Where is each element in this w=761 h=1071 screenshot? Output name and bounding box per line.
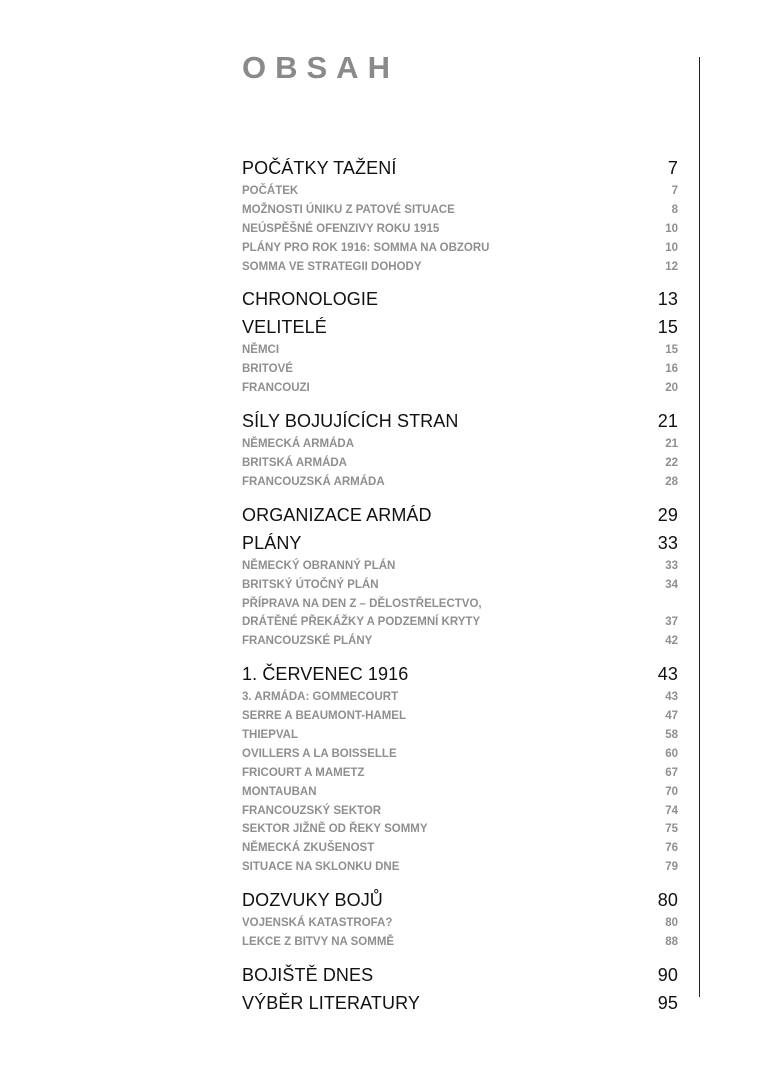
toc-section [242, 407, 678, 492]
toc-subsection-row[interactable] [242, 379, 678, 398]
toc-subsection-row[interactable] [242, 933, 678, 952]
toc-chapter-page: 7 [667, 158, 678, 178]
toc-chapter-title: CHRONOLOGIE [242, 289, 379, 310]
toc-chapter-title: DOZVUKY BOJŮ [242, 890, 383, 911]
page-title: OBSAH [242, 50, 399, 85]
toc-subsection-row[interactable] [242, 707, 678, 726]
toc-subsection-row[interactable] [242, 557, 678, 576]
toc-subsection-page: 33 [665, 559, 678, 572]
toc-subsection-title: 3. ARMÁDA: GOMMECOURT [242, 691, 399, 704]
toc-chapter-title: VÝBĚR LITERATURY [242, 992, 420, 1013]
toc-chapter-title: PLÁNY [242, 532, 302, 553]
toc-section [242, 961, 678, 989]
toc-chapter-title: ORGANIZACE ARMÁD [242, 504, 432, 525]
toc-chapter-row[interactable] [242, 989, 678, 1017]
toc-subsection-row[interactable] [242, 802, 678, 821]
toc-chapter-row[interactable] [242, 660, 678, 688]
toc-subsection-page: 34 [665, 578, 678, 591]
toc-chapter-page: 80 [657, 890, 678, 911]
toc-subsection-title: NĚMECKÁ ZKUŠENOST [242, 842, 375, 855]
toc-section [242, 501, 678, 529]
toc-subsection-title: MOŽNOSTI ÚNIKU Z PATOVÉ SITUACE [242, 203, 455, 216]
toc-subsection-title: MONTAUBAN [242, 785, 317, 798]
toc-subsection-row[interactable] [242, 858, 678, 877]
toc-section [242, 285, 678, 313]
toc-subsection-row[interactable] [242, 820, 678, 839]
toc-subsection-row[interactable] [242, 688, 678, 707]
toc-subsection-title: SOMMA VE STRATEGII DOHODY [242, 260, 422, 273]
vertical-rule [699, 57, 700, 997]
toc-chapter-page: 43 [657, 664, 678, 685]
toc-subsection-title: NEÚSPĚŠNÉ OFENZIVY ROKU 1915 [242, 222, 440, 235]
toc-subsection-title: SERRE A BEAUMONT-HAMEL [242, 710, 406, 723]
toc-subsection-page: 75 [665, 823, 678, 836]
toc-subsection-page: 88 [665, 936, 678, 949]
toc-section [242, 313, 678, 398]
toc-subsection-page: 10 [665, 222, 678, 235]
toc-subsection-page: 22 [665, 457, 678, 470]
toc-subsection-page: 7 [671, 185, 678, 197]
toc-subsection-title: BRITOVÉ [242, 363, 293, 376]
toc-chapter-page: 29 [657, 504, 678, 525]
toc-subsection-page: 10 [665, 241, 678, 254]
toc-subsection-page: 79 [665, 861, 678, 874]
toc-chapter-page: 33 [657, 532, 678, 553]
toc-subsection-page: 37 [665, 616, 678, 629]
toc-subsection-page: 74 [665, 804, 678, 817]
toc-subsection-row[interactable] [242, 341, 678, 360]
toc-subsection-row[interactable] [242, 473, 678, 492]
toc-chapter-row[interactable] [242, 313, 678, 341]
toc-subsection-title: NĚMECKÝ OBRANNÝ PLÁN [242, 559, 396, 572]
toc-subsection-title: BRITSKÝ ÚTOČNÝ PLÁN [242, 578, 379, 591]
toc-subsection-page: 58 [665, 729, 678, 742]
toc-section [242, 660, 678, 877]
toc-subsection-title: PLÁNY PRO ROK 1916: SOMMA NA OBZORU [242, 241, 490, 254]
toc-chapter-title: POČÁTKY TAŽENÍ [242, 158, 397, 178]
toc-section [242, 154, 678, 276]
toc-subsection-page: 76 [665, 842, 678, 855]
toc-subsection-title: BRITSKÁ ARMÁDA [242, 457, 347, 470]
toc-subsection-title: FRANCOUZSKÉ PLÁNY [242, 635, 373, 648]
toc-subsection-row[interactable] [242, 783, 678, 802]
toc-subsection-row[interactable] [242, 726, 678, 745]
toc-chapter-row[interactable] [242, 501, 678, 529]
toc-subsection-page: 12 [665, 260, 678, 273]
toc-subsection-title: DRÁTĚNÉ PŘEKÁŽKY A PODZEMNÍ KRYTY [242, 616, 481, 629]
toc-subsection-row[interactable] [242, 360, 678, 379]
toc-subsection-page: 80 [665, 917, 678, 930]
toc-chapter-page: 21 [657, 411, 678, 432]
toc-chapter-page: 13 [657, 289, 678, 310]
toc-chapter-row[interactable] [242, 961, 678, 989]
toc-subsection-title: OVILLERS A LA BOISSELLE [242, 747, 397, 760]
toc-chapter-page: 95 [657, 992, 678, 1013]
toc-chapter-row[interactable] [242, 154, 678, 182]
toc-subsection-title: NĚMECKÁ ARMÁDA [242, 438, 355, 451]
toc-chapter-title: 1. ČERVENEC 1916 [242, 664, 409, 685]
toc-section [242, 529, 678, 651]
toc-subsection-row[interactable] [242, 745, 678, 764]
toc-subsection-row[interactable] [242, 764, 678, 783]
toc-subsection-page: 60 [665, 747, 678, 760]
toc-subsection-page: 28 [665, 475, 678, 488]
toc-subsection-row[interactable] [242, 839, 678, 858]
toc-subsection-page: 16 [665, 363, 678, 376]
toc-subsection-row[interactable] [242, 632, 678, 651]
toc-chapter-row[interactable] [242, 407, 678, 435]
toc-chapter-title: BOJIŠTĚ DNES [242, 964, 374, 985]
toc-subsection-row[interactable] [242, 182, 678, 201]
toc-chapter-page: 15 [657, 317, 678, 338]
toc-subsection-title: FRANCOUZI [242, 382, 310, 395]
toc-subsection-title: LEKCE Z BITVY NA SOMMĚ [242, 936, 395, 949]
toc-subsection-page: 70 [665, 785, 678, 798]
toc-subsection-page: 42 [665, 635, 678, 648]
toc-subsection-title: SEKTOR JIŽNĚ OD ŘEKY SOMMY [242, 823, 428, 836]
toc-subsection-row[interactable] [242, 595, 678, 614]
toc-subsection-row[interactable] [242, 454, 678, 473]
toc-subsection-row[interactable] [242, 576, 678, 595]
toc-subsection-row[interactable] [242, 220, 678, 239]
toc-section [242, 886, 678, 952]
toc-subsection-title: SITUACE NA SKLONKU DNE [242, 861, 400, 874]
toc-chapter-row[interactable] [242, 529, 678, 557]
toc-subsection-page: 8 [671, 203, 678, 216]
toc-subsection-page: 21 [665, 438, 678, 451]
toc-subsection-row[interactable] [242, 201, 678, 220]
toc-chapter-page: 90 [657, 964, 678, 985]
toc-chapter-title: VELITELÉ [242, 317, 327, 338]
toc-subsection-title: FRANCOUZSKÝ SEKTOR [242, 804, 382, 817]
toc-subsection-row[interactable] [242, 239, 678, 258]
toc-chapter-title: SÍLY BOJUJÍCÍCH STRAN [242, 411, 459, 432]
toc-subsection-row[interactable] [242, 435, 678, 454]
toc-subsection-title: THIEPVAL [242, 729, 299, 742]
toc-subsection-title: FRANCOUZSKÁ ARMÁDA [242, 475, 385, 488]
toc-subsection-title: NĚMCI [242, 344, 280, 357]
toc-subsection-title: FRICOURT A MAMETZ [242, 766, 365, 779]
toc-chapter-row[interactable] [242, 886, 678, 914]
toc-subsection-title: VOJENSKÁ KATASTROFA? [242, 917, 393, 930]
table-of-contents [242, 154, 678, 1017]
toc-subsection-title: PŘÍPRAVA NA DEN Z – DĚLOSTŘELECTVO, [242, 597, 482, 610]
toc-section [242, 989, 678, 1017]
toc-subsection-page: 67 [665, 766, 678, 779]
toc-subsection-page: 15 [665, 344, 678, 357]
toc-subsection-page: 20 [665, 382, 678, 395]
toc-subsection-page: 43 [665, 691, 678, 704]
toc-subsection-title: POČÁTEK [242, 185, 299, 197]
toc-subsection-row[interactable] [242, 258, 678, 277]
toc-subsection-page: 47 [665, 710, 678, 723]
toc-subsection-row[interactable] [242, 613, 678, 632]
toc-subsection-row[interactable] [242, 914, 678, 933]
toc-chapter-row[interactable] [242, 285, 678, 313]
